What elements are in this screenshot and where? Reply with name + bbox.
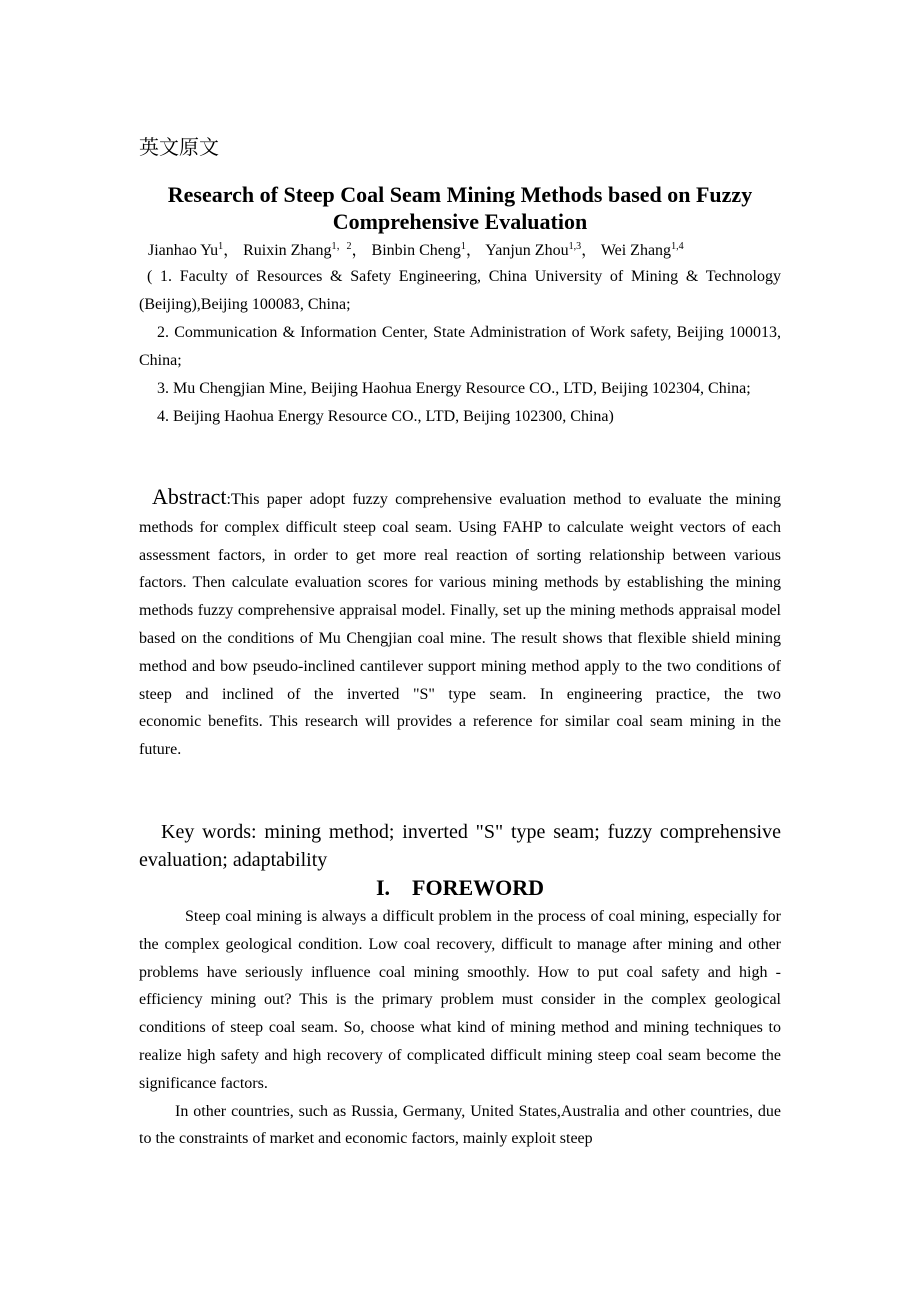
- author: Binbin Cheng$^1$，: [371, 241, 482, 259]
- abstract-paragraph: [139, 483, 885, 764]
- paper-title: Research of Steep Coal Seam Mining Methods based on Fuzzy Comprehensive Evaluation: [167, 182, 753, 234]
- affiliation: 4. Beijing Haohua Energy Resource CO., LTD, Beijing 102300, China): [157, 408, 614, 425]
- keywords-text: Key words: mining method; inverted "S" type seam; fuzzy comprehensive evaluation; adaptability: [139, 821, 781, 871]
- author: Ruixin Zhang$^{1,2}$，: [243, 241, 368, 259]
- section-heading: I. FOREWORD: [375, 875, 545, 900]
- abstract-text: :This paper adopt fuzzy comprehensive evaluation method to evaluate the mining methods for complex difficult steep coal seam. Using FAHP to calculate weight vectors of each assessment factors, in order to get more real reaction of sorting relationship between various factors. Then calculate evaluation scores for various mining methods by establishing the mining methods fuzzy comprehensive appraisal model. Finally, set up the mining methods appraisal model based on the conditions of Mu Chengjian coal mine. The result shows that flexible shield mining method and bow pseudo-inclined cantilever support mining method apply to the two conditions of steep and inclined of the inverted "S" type seam. In engineering practice, the two economic benefits. This research will provides a reference for similar coal seam mining in the future.: [139, 491, 885, 759]
- author: Jianhao Yu$^1$，: [148, 241, 240, 259]
- affiliations: [139, 263, 781, 431]
- abstract: [139, 483, 885, 764]
- abstract-label: Abstract: [152, 484, 227, 509]
- body-paragraph: In other countries, such as Russia, Germany, United States,Australia and other countries, due to the constraints of market and economic factors, mainly exploit steep: [139, 1102, 781, 1148]
- affiliation: 3. Mu Chengjian Mine, Beijing Haohua Energy Resource CO., LTD, Beijing 102304, China;: [157, 380, 751, 397]
- affiliation: ( 1. Faculty of Resources & Safety Engineering, China University of Mining & Technology (Beijing),Beijing 100083, China;: [139, 268, 781, 313]
- author: Yanjun Zhou$^{1,3}$，: [485, 241, 598, 259]
- original-text-heading: 英文原文: [139, 135, 219, 159]
- affiliation: 2. Communication & Information Center, State Administration of Work safety, Beijing 100013, China;: [139, 324, 781, 369]
- author: Wei Zhang$^{1,4}$: [600, 241, 684, 259]
- section-body: [139, 903, 805, 1153]
- keywords: [139, 818, 781, 874]
- author-list: [148, 237, 684, 260]
- body-paragraph: Steep coal mining is always a difficult problem in the process of coal mining, especially for the complex geological condition. Low coal recovery, difficult to manage after mining and other problems have seriously influence coal mining smoothly. How to put coal safety and high -efficiency mining out? This is the primary problem must consider in the complex geological conditions of steep coal seam. So, choose what kind of mining method and mining techniques to realize high safety and high recovery of complicated difficult mining steep coal seam become the significance factors.: [139, 908, 805, 1092]
